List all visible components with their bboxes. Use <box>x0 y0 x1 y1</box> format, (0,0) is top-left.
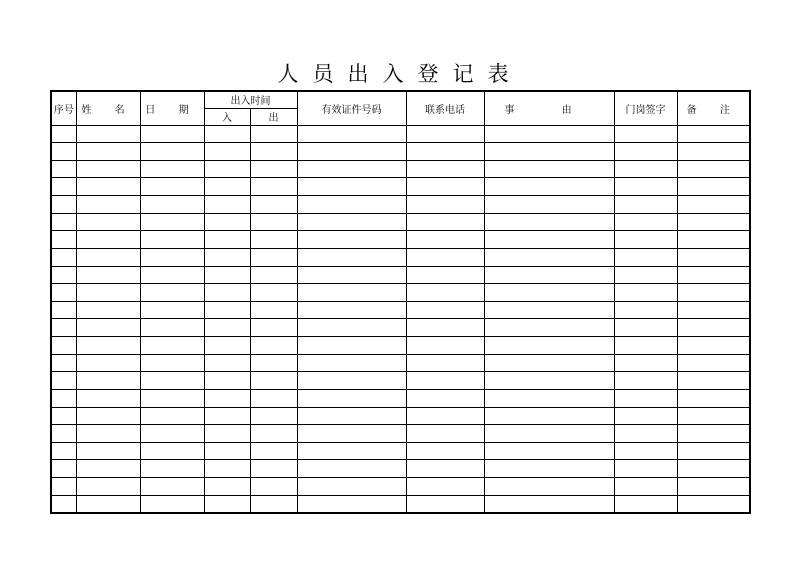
cell-seq <box>51 319 76 337</box>
cell-reason <box>484 143 614 161</box>
cell-seq <box>51 407 76 425</box>
cell-seq <box>51 372 76 390</box>
cell-phone <box>406 178 484 196</box>
cell-phone <box>406 248 484 266</box>
cell-date <box>140 319 204 337</box>
cell-id-number <box>297 284 406 302</box>
cell-remarks <box>677 407 750 425</box>
cell-time-in <box>204 354 250 372</box>
cell-remarks <box>677 478 750 496</box>
header-time-out: 出 <box>250 108 297 125</box>
cell-guard-sign <box>614 248 677 266</box>
cell-name <box>76 354 140 372</box>
cell-seq <box>51 301 76 319</box>
table-row <box>51 266 750 284</box>
cell-name <box>76 213 140 231</box>
cell-time-out <box>250 319 297 337</box>
cell-remarks <box>677 495 750 513</box>
cell-id-number <box>297 407 406 425</box>
cell-guard-sign <box>614 143 677 161</box>
cell-reason <box>484 442 614 460</box>
cell-guard-sign <box>614 337 677 355</box>
cell-phone <box>406 407 484 425</box>
cell-remarks <box>677 442 750 460</box>
cell-phone <box>406 442 484 460</box>
header-phone: 联系电话 <box>406 91 484 125</box>
cell-guard-sign <box>614 460 677 478</box>
cell-time-in <box>204 160 250 178</box>
cell-remarks <box>677 266 750 284</box>
cell-time-out <box>250 284 297 302</box>
table-row <box>51 407 750 425</box>
cell-remarks <box>677 354 750 372</box>
cell-time-out <box>250 125 297 143</box>
cell-phone <box>406 372 484 390</box>
cell-reason <box>484 460 614 478</box>
cell-date <box>140 266 204 284</box>
table-row <box>51 354 750 372</box>
cell-reason <box>484 319 614 337</box>
cell-time-in <box>204 266 250 284</box>
cell-time-out <box>250 337 297 355</box>
cell-guard-sign <box>614 196 677 214</box>
cell-name <box>76 407 140 425</box>
cell-time-out <box>250 389 297 407</box>
table-row <box>51 372 750 390</box>
cell-id-number <box>297 143 406 161</box>
cell-date <box>140 231 204 249</box>
cell-guard-sign <box>614 125 677 143</box>
cell-time-in <box>204 442 250 460</box>
cell-phone <box>406 125 484 143</box>
table-row <box>51 389 750 407</box>
cell-phone <box>406 143 484 161</box>
cell-reason <box>484 354 614 372</box>
cell-id-number <box>297 125 406 143</box>
cell-seq <box>51 178 76 196</box>
cell-reason <box>484 337 614 355</box>
cell-time-out <box>250 160 297 178</box>
cell-id-number <box>297 248 406 266</box>
header-id-number: 有效证件号码 <box>297 91 406 125</box>
cell-time-in <box>204 389 250 407</box>
table-row <box>51 178 750 196</box>
cell-seq <box>51 284 76 302</box>
header-guard-sign: 门岗签字 <box>614 91 677 125</box>
cell-time-in <box>204 319 250 337</box>
cell-time-in <box>204 125 250 143</box>
cell-time-out <box>250 143 297 161</box>
table-row <box>51 460 750 478</box>
cell-name <box>76 160 140 178</box>
table-row <box>51 495 750 513</box>
cell-remarks <box>677 143 750 161</box>
cell-phone <box>406 495 484 513</box>
cell-reason <box>484 160 614 178</box>
cell-reason <box>484 231 614 249</box>
cell-time-in <box>204 213 250 231</box>
cell-seq <box>51 478 76 496</box>
cell-id-number <box>297 319 406 337</box>
table-row <box>51 196 750 214</box>
cell-phone <box>406 266 484 284</box>
cell-name <box>76 301 140 319</box>
cell-id-number <box>297 266 406 284</box>
header-seq: 序号 <box>51 91 76 125</box>
header-remarks: 备 注 <box>677 91 750 125</box>
cell-phone <box>406 284 484 302</box>
cell-time-out <box>250 442 297 460</box>
header-time-in: 入 <box>204 108 250 125</box>
cell-id-number <box>297 213 406 231</box>
cell-guard-sign <box>614 478 677 496</box>
cell-reason <box>484 213 614 231</box>
cell-reason <box>484 301 614 319</box>
cell-phone <box>406 231 484 249</box>
cell-seq <box>51 125 76 143</box>
header-date: 日 期 <box>140 91 204 125</box>
cell-time-in <box>204 372 250 390</box>
cell-time-in <box>204 337 250 355</box>
cell-id-number <box>297 442 406 460</box>
cell-guard-sign <box>614 495 677 513</box>
cell-remarks <box>677 372 750 390</box>
cell-guard-sign <box>614 301 677 319</box>
cell-remarks <box>677 389 750 407</box>
cell-guard-sign <box>614 425 677 443</box>
cell-time-out <box>250 425 297 443</box>
cell-time-in <box>204 143 250 161</box>
cell-name <box>76 337 140 355</box>
cell-phone <box>406 337 484 355</box>
cell-time-out <box>250 231 297 249</box>
cell-name <box>76 495 140 513</box>
cell-id-number <box>297 231 406 249</box>
cell-name <box>76 178 140 196</box>
cell-guard-sign <box>614 319 677 337</box>
cell-name <box>76 196 140 214</box>
cell-time-out <box>250 178 297 196</box>
table-row <box>51 319 750 337</box>
cell-id-number <box>297 495 406 513</box>
table-row <box>51 478 750 496</box>
cell-phone <box>406 425 484 443</box>
cell-reason <box>484 284 614 302</box>
cell-name <box>76 231 140 249</box>
cell-guard-sign <box>614 407 677 425</box>
cell-guard-sign <box>614 389 677 407</box>
cell-remarks <box>677 284 750 302</box>
cell-reason <box>484 425 614 443</box>
cell-seq <box>51 495 76 513</box>
table-row <box>51 248 750 266</box>
cell-remarks <box>677 231 750 249</box>
cell-time-out <box>250 372 297 390</box>
cell-id-number <box>297 354 406 372</box>
cell-name <box>76 425 140 443</box>
cell-id-number <box>297 460 406 478</box>
cell-id-number <box>297 389 406 407</box>
cell-time-in <box>204 425 250 443</box>
cell-guard-sign <box>614 160 677 178</box>
cell-time-out <box>250 301 297 319</box>
cell-date <box>140 389 204 407</box>
cell-reason <box>484 266 614 284</box>
table-row <box>51 337 750 355</box>
cell-seq <box>51 231 76 249</box>
cell-id-number <box>297 425 406 443</box>
cell-reason <box>484 407 614 425</box>
cell-time-out <box>250 460 297 478</box>
visitor-register-table <box>50 90 751 514</box>
cell-name <box>76 125 140 143</box>
cell-reason <box>484 478 614 496</box>
cell-seq <box>51 160 76 178</box>
cell-date <box>140 213 204 231</box>
cell-remarks <box>677 178 750 196</box>
cell-guard-sign <box>614 284 677 302</box>
cell-id-number <box>297 337 406 355</box>
cell-seq <box>51 425 76 443</box>
cell-time-in <box>204 460 250 478</box>
cell-time-in <box>204 196 250 214</box>
cell-id-number <box>297 160 406 178</box>
cell-date <box>140 478 204 496</box>
table-row <box>51 284 750 302</box>
cell-date <box>140 407 204 425</box>
cell-time-in <box>204 478 250 496</box>
cell-date <box>140 196 204 214</box>
cell-date <box>140 284 204 302</box>
cell-name <box>76 478 140 496</box>
cell-date <box>140 248 204 266</box>
header-time-group: 出入时间 <box>204 91 297 108</box>
cell-name <box>76 248 140 266</box>
cell-name <box>76 284 140 302</box>
cell-remarks <box>677 160 750 178</box>
cell-guard-sign <box>614 372 677 390</box>
table-row <box>51 442 750 460</box>
cell-date <box>140 160 204 178</box>
cell-seq <box>51 213 76 231</box>
cell-seq <box>51 143 76 161</box>
cell-reason <box>484 125 614 143</box>
cell-remarks <box>677 460 750 478</box>
cell-name <box>76 319 140 337</box>
cell-date <box>140 354 204 372</box>
cell-remarks <box>677 125 750 143</box>
cell-phone <box>406 301 484 319</box>
cell-time-in <box>204 284 250 302</box>
cell-date <box>140 372 204 390</box>
cell-name <box>76 442 140 460</box>
table-body <box>51 125 750 513</box>
cell-remarks <box>677 425 750 443</box>
table-row <box>51 301 750 319</box>
cell-time-in <box>204 495 250 513</box>
table-row <box>51 425 750 443</box>
cell-seq <box>51 266 76 284</box>
cell-time-in <box>204 407 250 425</box>
table-row <box>51 125 750 143</box>
cell-date <box>140 495 204 513</box>
cell-time-out <box>250 495 297 513</box>
cell-reason <box>484 389 614 407</box>
cell-phone <box>406 389 484 407</box>
cell-guard-sign <box>614 213 677 231</box>
cell-remarks <box>677 213 750 231</box>
cell-date <box>140 178 204 196</box>
cell-phone <box>406 160 484 178</box>
table-row <box>51 213 750 231</box>
cell-remarks <box>677 319 750 337</box>
cell-id-number <box>297 478 406 496</box>
page-title: 人员出入登记表 <box>277 62 523 86</box>
cell-seq <box>51 354 76 372</box>
table-row <box>51 231 750 249</box>
cell-reason <box>484 196 614 214</box>
cell-time-out <box>250 266 297 284</box>
table-row <box>51 143 750 161</box>
cell-phone <box>406 354 484 372</box>
cell-seq <box>51 389 76 407</box>
cell-id-number <box>297 178 406 196</box>
header-reason: 事 由 <box>484 91 614 125</box>
table-row <box>51 160 750 178</box>
cell-reason <box>484 178 614 196</box>
cell-reason <box>484 372 614 390</box>
cell-guard-sign <box>614 354 677 372</box>
cell-seq <box>51 196 76 214</box>
cell-guard-sign <box>614 442 677 460</box>
cell-id-number <box>297 196 406 214</box>
cell-date <box>140 337 204 355</box>
cell-time-out <box>250 196 297 214</box>
cell-time-out <box>250 407 297 425</box>
cell-time-out <box>250 354 297 372</box>
cell-time-out <box>250 248 297 266</box>
cell-phone <box>406 196 484 214</box>
cell-guard-sign <box>614 178 677 196</box>
cell-name <box>76 266 140 284</box>
cell-seq <box>51 248 76 266</box>
header-name: 姓 名 <box>76 91 140 125</box>
cell-time-in <box>204 178 250 196</box>
cell-reason <box>484 495 614 513</box>
cell-name <box>76 460 140 478</box>
cell-id-number <box>297 372 406 390</box>
cell-remarks <box>677 337 750 355</box>
cell-date <box>140 143 204 161</box>
cell-name <box>76 372 140 390</box>
cell-date <box>140 442 204 460</box>
cell-phone <box>406 460 484 478</box>
cell-date <box>140 301 204 319</box>
cell-seq <box>51 442 76 460</box>
cell-remarks <box>677 196 750 214</box>
cell-time-in <box>204 301 250 319</box>
cell-guard-sign <box>614 266 677 284</box>
cell-remarks <box>677 248 750 266</box>
cell-time-in <box>204 231 250 249</box>
cell-time-out <box>250 478 297 496</box>
cell-seq <box>51 337 76 355</box>
cell-name <box>76 389 140 407</box>
cell-id-number <box>297 301 406 319</box>
cell-seq <box>51 460 76 478</box>
cell-date <box>140 125 204 143</box>
cell-guard-sign <box>614 231 677 249</box>
cell-phone <box>406 319 484 337</box>
cell-time-in <box>204 248 250 266</box>
cell-reason <box>484 248 614 266</box>
cell-phone <box>406 478 484 496</box>
cell-time-out <box>250 213 297 231</box>
cell-phone <box>406 213 484 231</box>
cell-date <box>140 425 204 443</box>
cell-name <box>76 143 140 161</box>
cell-date <box>140 460 204 478</box>
cell-remarks <box>677 301 750 319</box>
